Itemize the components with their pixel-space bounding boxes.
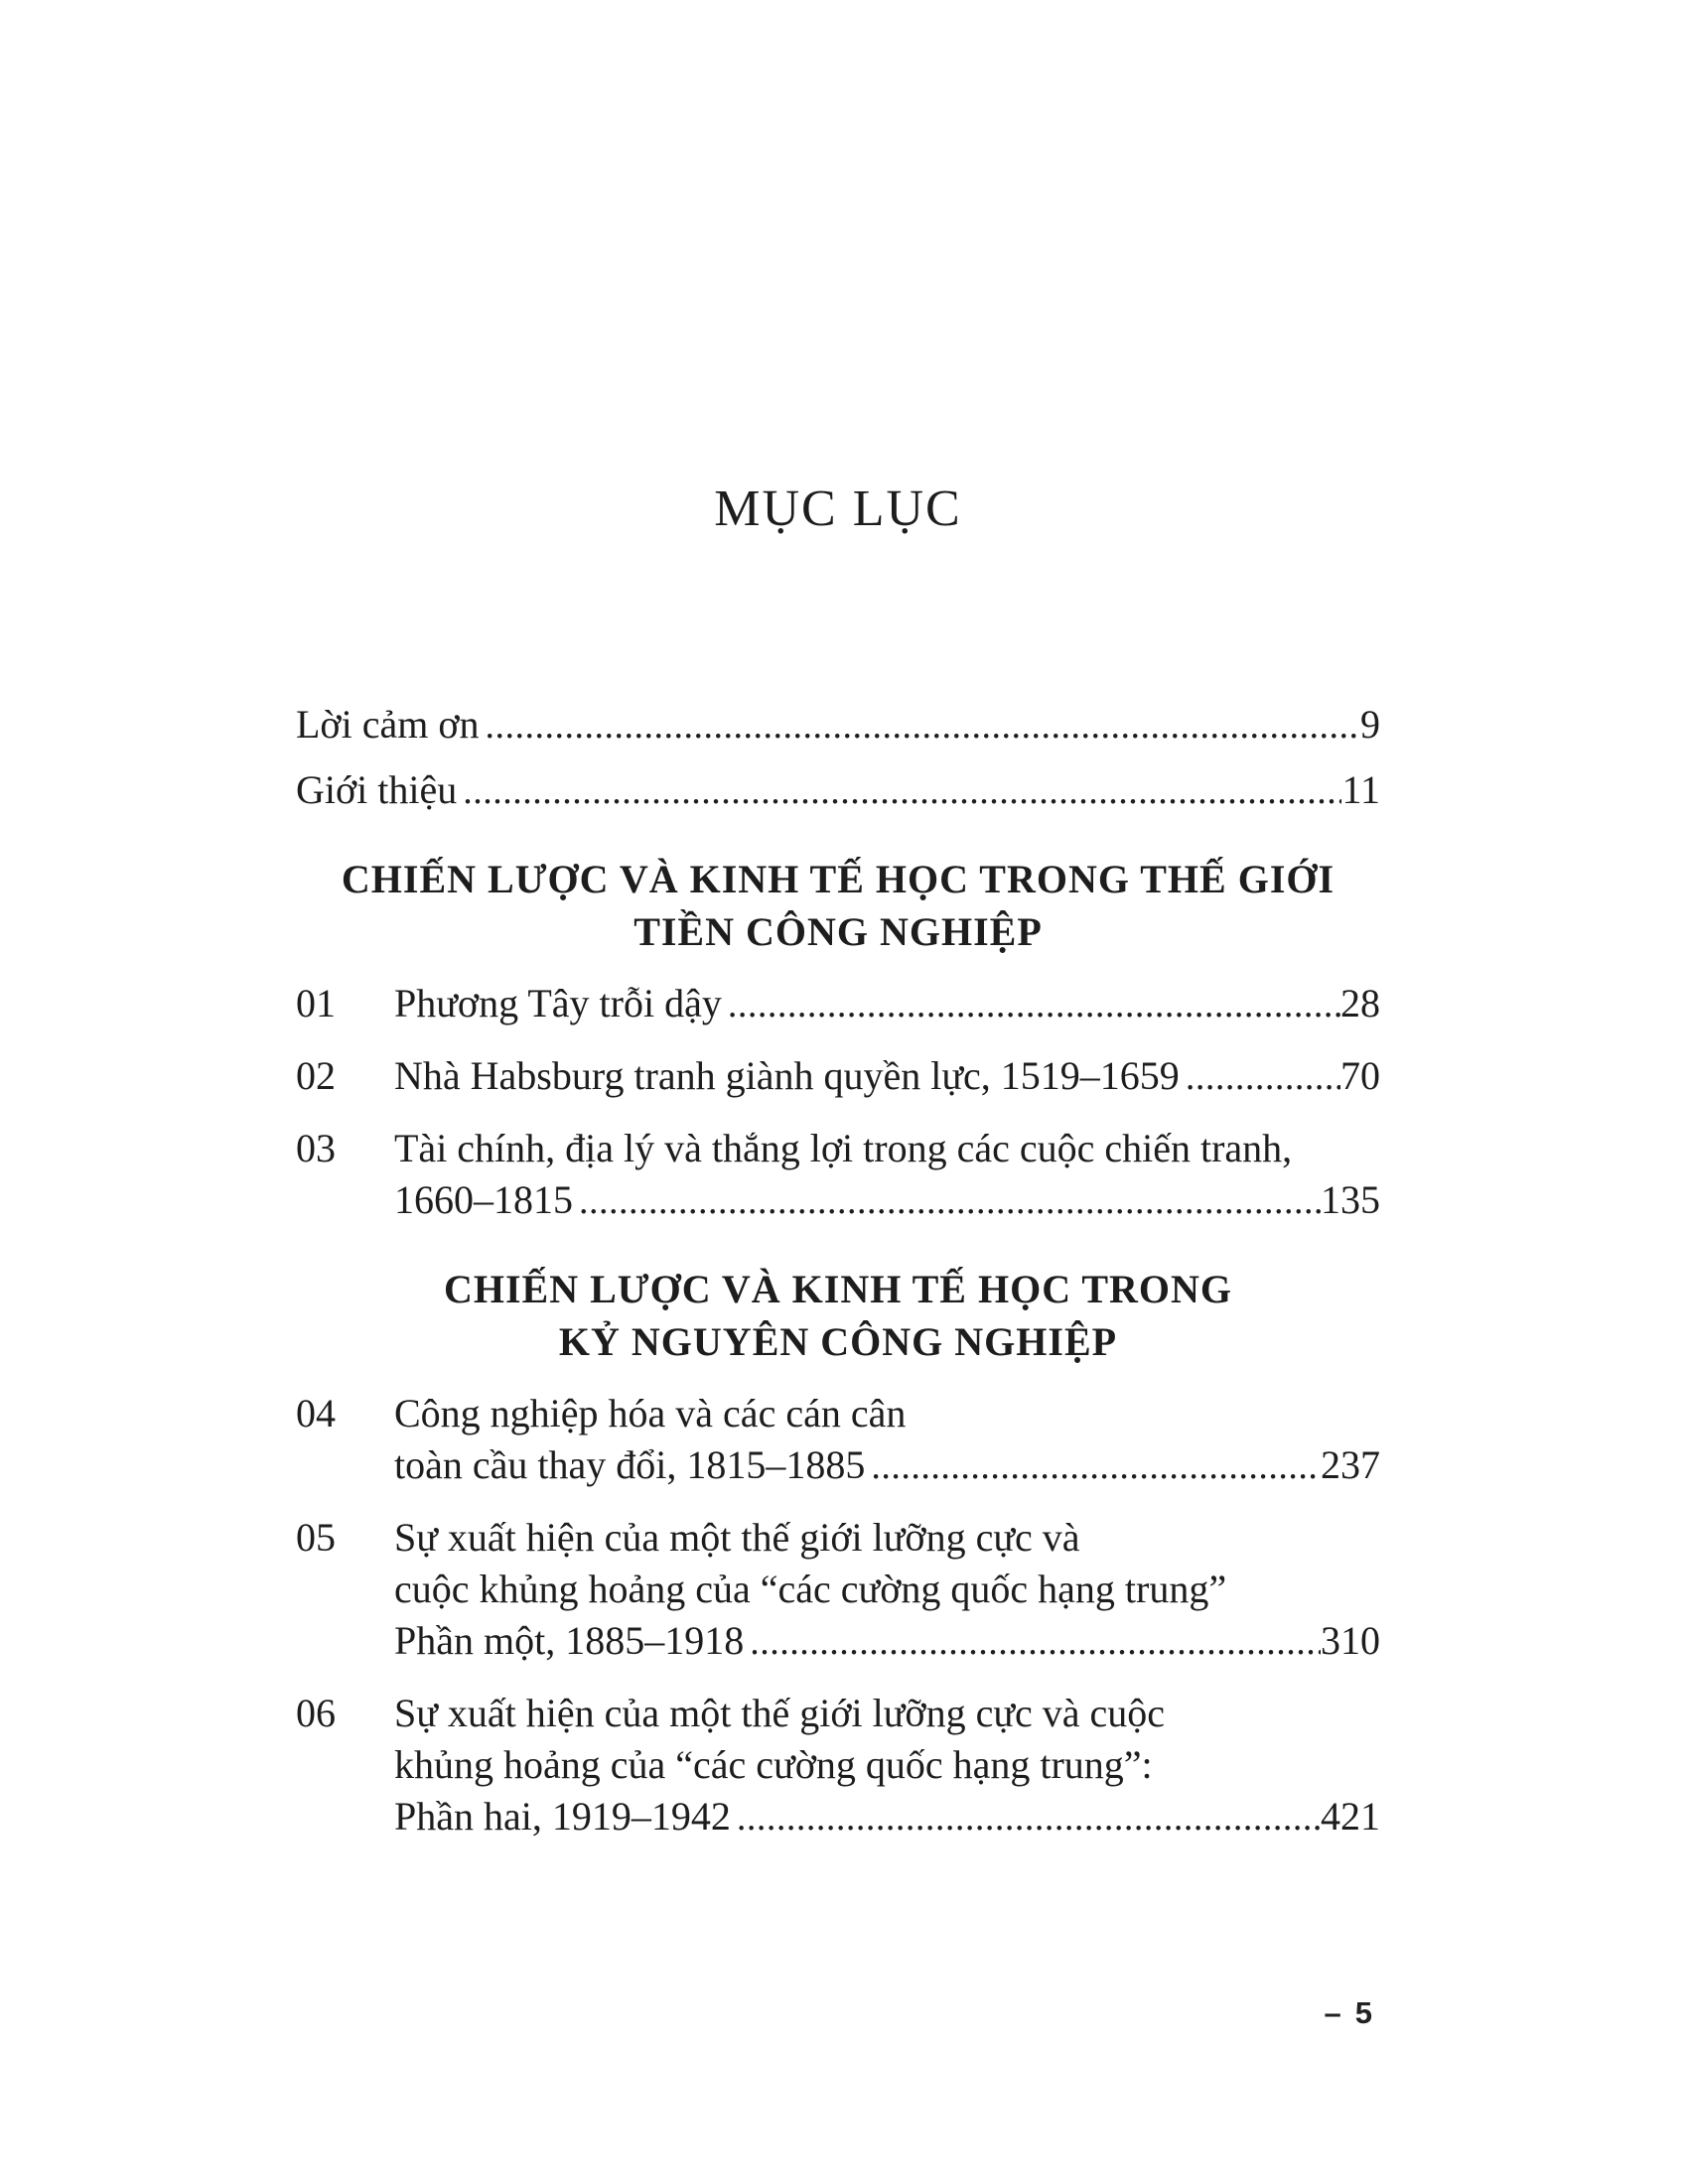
toc-entry-text: khủng hoảng của “các cường quốc hạng trung”: <box>394 1742 1153 1787</box>
toc-entry <box>296 1688 1380 1843</box>
toc-entry-line <box>296 978 1380 1030</box>
toc-entry-text: toàn cầu thay đổi, 1815–1885 <box>394 1442 866 1487</box>
dot-leader <box>1180 1050 1340 1103</box>
footer-page-number: 5 <box>1354 1995 1372 2030</box>
toc-entry-line <box>296 1174 1380 1227</box>
toc-entry <box>296 1050 1380 1103</box>
toc-entry <box>296 1512 1380 1668</box>
toc-entry <box>296 978 1380 1030</box>
toc-entry-line <box>296 1688 1380 1739</box>
toc-entry-page: 28 <box>1340 981 1380 1025</box>
toc-entry-line <box>296 1739 1380 1791</box>
toc-entry <box>296 1388 1380 1492</box>
dot-leader <box>479 699 1360 751</box>
toc-entry-text: Phương Tây trỗi dậy <box>394 981 722 1025</box>
section-heading-line: CHIẾN LƯỢC VÀ KINH TẾ HỌC TRONG <box>443 1267 1233 1311</box>
toc-entry-text: Nhà Habsburg tranh giành quyền lực, 1519–1659 <box>394 1053 1180 1098</box>
toc-entry-text: Sự xuất hiện của một thế giới lưỡng cực và cuộc <box>394 1691 1166 1735</box>
chapter-number: 03 <box>296 1126 336 1170</box>
toc-entry-page: 135 <box>1321 1177 1380 1222</box>
toc-entry-text: 1660–1815 <box>394 1177 573 1222</box>
toc-entry-text: Sự xuất hiện của một thế giới lưỡng cực và <box>394 1515 1080 1560</box>
toc-entry-text: Phần hai, 1919–1942 <box>394 1794 731 1839</box>
toc-entry-line <box>296 1439 1380 1492</box>
toc-entry-label: Lời cảm ơn <box>296 702 480 747</box>
page-title: MỤC LỤC <box>714 480 962 537</box>
section-heading-line: TIỀN CÔNG NGHIỆP <box>633 909 1043 954</box>
toc-entry-text: Tài chính, địa lý và thắng lợi trong các cuộc chiến tranh, <box>394 1126 1293 1170</box>
toc-entry-line <box>296 1791 1380 1843</box>
toc-entry-text: Phần một, 1885–1918 <box>394 1618 745 1663</box>
toc-entry <box>296 1123 1380 1227</box>
toc-entry-line <box>296 1050 1380 1103</box>
toc-entry-page: 11 <box>1341 767 1380 812</box>
toc-entry-line <box>296 1564 1380 1615</box>
toc-entry-page: 237 <box>1321 1442 1380 1487</box>
dot-leader <box>731 1791 1321 1843</box>
page-content <box>296 0 1380 1843</box>
chapter-number: 01 <box>296 981 336 1025</box>
dot-leader <box>744 1615 1321 1668</box>
section-heading <box>296 853 1380 958</box>
dot-leader <box>573 1174 1321 1227</box>
toc-entry-line <box>296 1512 1380 1564</box>
chapter-number: 06 <box>296 1691 336 1735</box>
dot-leader <box>865 1439 1321 1492</box>
toc-entry-label: Giới thiệu <box>296 767 458 812</box>
chapter-number: 04 <box>296 1391 336 1435</box>
toc-entry-page: 9 <box>1360 702 1380 747</box>
section-heading <box>296 1263 1380 1368</box>
toc-entry-page: 310 <box>1321 1618 1380 1663</box>
chapter-number: 05 <box>296 1515 336 1560</box>
chapter-number: 02 <box>296 1053 336 1098</box>
page-footer <box>1325 1995 1373 2031</box>
toc-entry-line <box>296 1388 1380 1439</box>
footer-dash: – <box>1324 1995 1341 2030</box>
toc-front-matter <box>296 699 1380 817</box>
section-heading-line: CHIẾN LƯỢC VÀ KINH TẾ HỌC TRONG THẾ GIỚI <box>341 857 1336 901</box>
toc-entry-page: 421 <box>1321 1794 1380 1839</box>
toc-entry-page: 70 <box>1340 1053 1380 1098</box>
toc-entry <box>296 699 1380 751</box>
dot-leader <box>722 978 1340 1030</box>
toc-entry-line <box>296 1123 1380 1174</box>
section-heading-line: KỶ NGUYÊN CÔNG NGHIỆP <box>558 1319 1118 1364</box>
toc-entry-text: cuộc khủng hoảng của “các cường quốc hạng trung” <box>394 1567 1227 1611</box>
dot-leader <box>457 764 1341 817</box>
toc-entry-text: Công nghiệp hóa và các cán cân <box>394 1391 907 1435</box>
toc-entry-line <box>296 1615 1380 1668</box>
toc-entry <box>296 764 1380 817</box>
toc-list <box>296 853 1380 1843</box>
